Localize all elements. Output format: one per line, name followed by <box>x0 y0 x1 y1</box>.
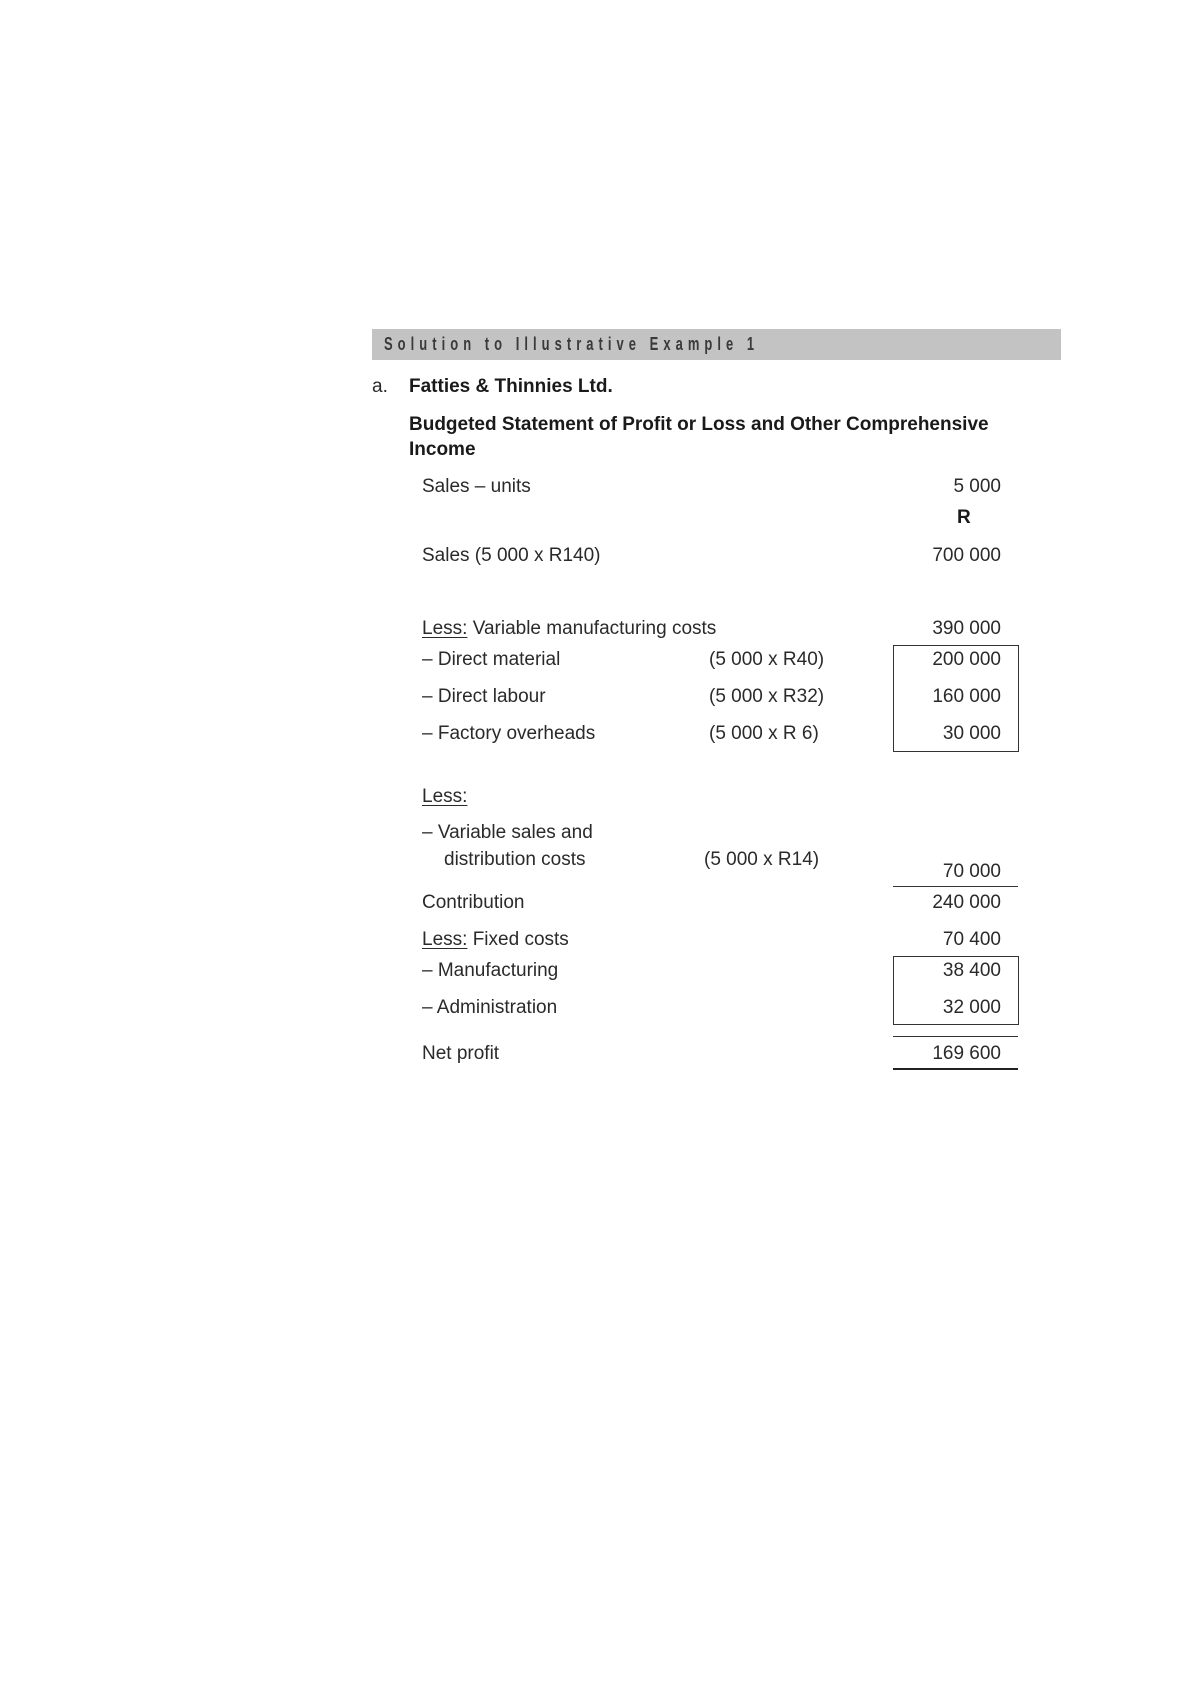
dm-value: 200 000 <box>932 649 1001 670</box>
company-name: Fatties & Thinnies Ltd. <box>409 376 613 397</box>
less-vmc-row <box>422 618 716 640</box>
dl-calc: (5 000 x R32) <box>709 686 825 707</box>
dm-label: – Direct material <box>422 649 561 670</box>
vsd-label-line1: – Variable sales and <box>422 822 593 843</box>
dm-calc: (5 000 x R40) <box>709 649 825 670</box>
sales-label: Sales (5 000 x R140) <box>422 545 601 566</box>
less-fixed-label: Fixed costs <box>467 929 569 950</box>
net-profit-bottom-rule <box>893 1068 1018 1070</box>
contribution-value: 240 000 <box>932 892 1001 913</box>
sales-units-label: Sales – units <box>422 476 531 497</box>
fo-calc: (5 000 x R 6) <box>709 723 819 744</box>
dl-label: – Direct labour <box>422 686 546 707</box>
statement-title-line2: Income <box>409 439 476 460</box>
sales-value: 700 000 <box>932 545 1001 566</box>
sales-units-value: 5 000 <box>953 476 1001 497</box>
net-profit-value: 169 600 <box>932 1043 1001 1064</box>
currency-header: R <box>957 507 971 528</box>
fo-value: 30 000 <box>942 723 1001 744</box>
less-fixed-value: 70 400 <box>942 929 1001 950</box>
mfg-label: – Manufacturing <box>422 960 559 981</box>
vsd-calc: (5 000 x R14) <box>704 849 820 870</box>
vsd-value: 70 000 <box>942 861 1001 882</box>
less-vmc-prefix: Less: <box>422 618 468 639</box>
less-vmc-value: 390 000 <box>932 618 1001 639</box>
less-fixed-row <box>422 929 569 951</box>
admin-value: 32 000 <box>942 997 1001 1018</box>
admin-label: – Administration <box>422 997 558 1018</box>
section-marker: a. <box>372 376 388 397</box>
dl-value: 160 000 <box>932 686 1001 707</box>
fo-label: – Factory overheads <box>422 723 596 744</box>
banner-title: Solution to Illustrative Example 1 <box>384 334 760 354</box>
less-fixed-prefix: Less: <box>422 929 468 950</box>
mfg-value: 38 400 <box>942 960 1001 981</box>
net-profit-label: Net profit <box>422 1043 500 1064</box>
less2-prefix: Less: <box>422 786 468 807</box>
section-banner <box>372 329 1061 360</box>
contribution-label: Contribution <box>422 892 525 913</box>
net-profit-top-rule <box>893 1036 1018 1037</box>
statement-title-line1: Budgeted Statement of Profit or Loss and Other Comprehensive <box>409 414 989 435</box>
vsd-label-line2: distribution costs <box>444 849 586 870</box>
subtotal-rule <box>893 886 1018 887</box>
less-vmc-label: Variable manufacturing costs <box>467 618 717 639</box>
